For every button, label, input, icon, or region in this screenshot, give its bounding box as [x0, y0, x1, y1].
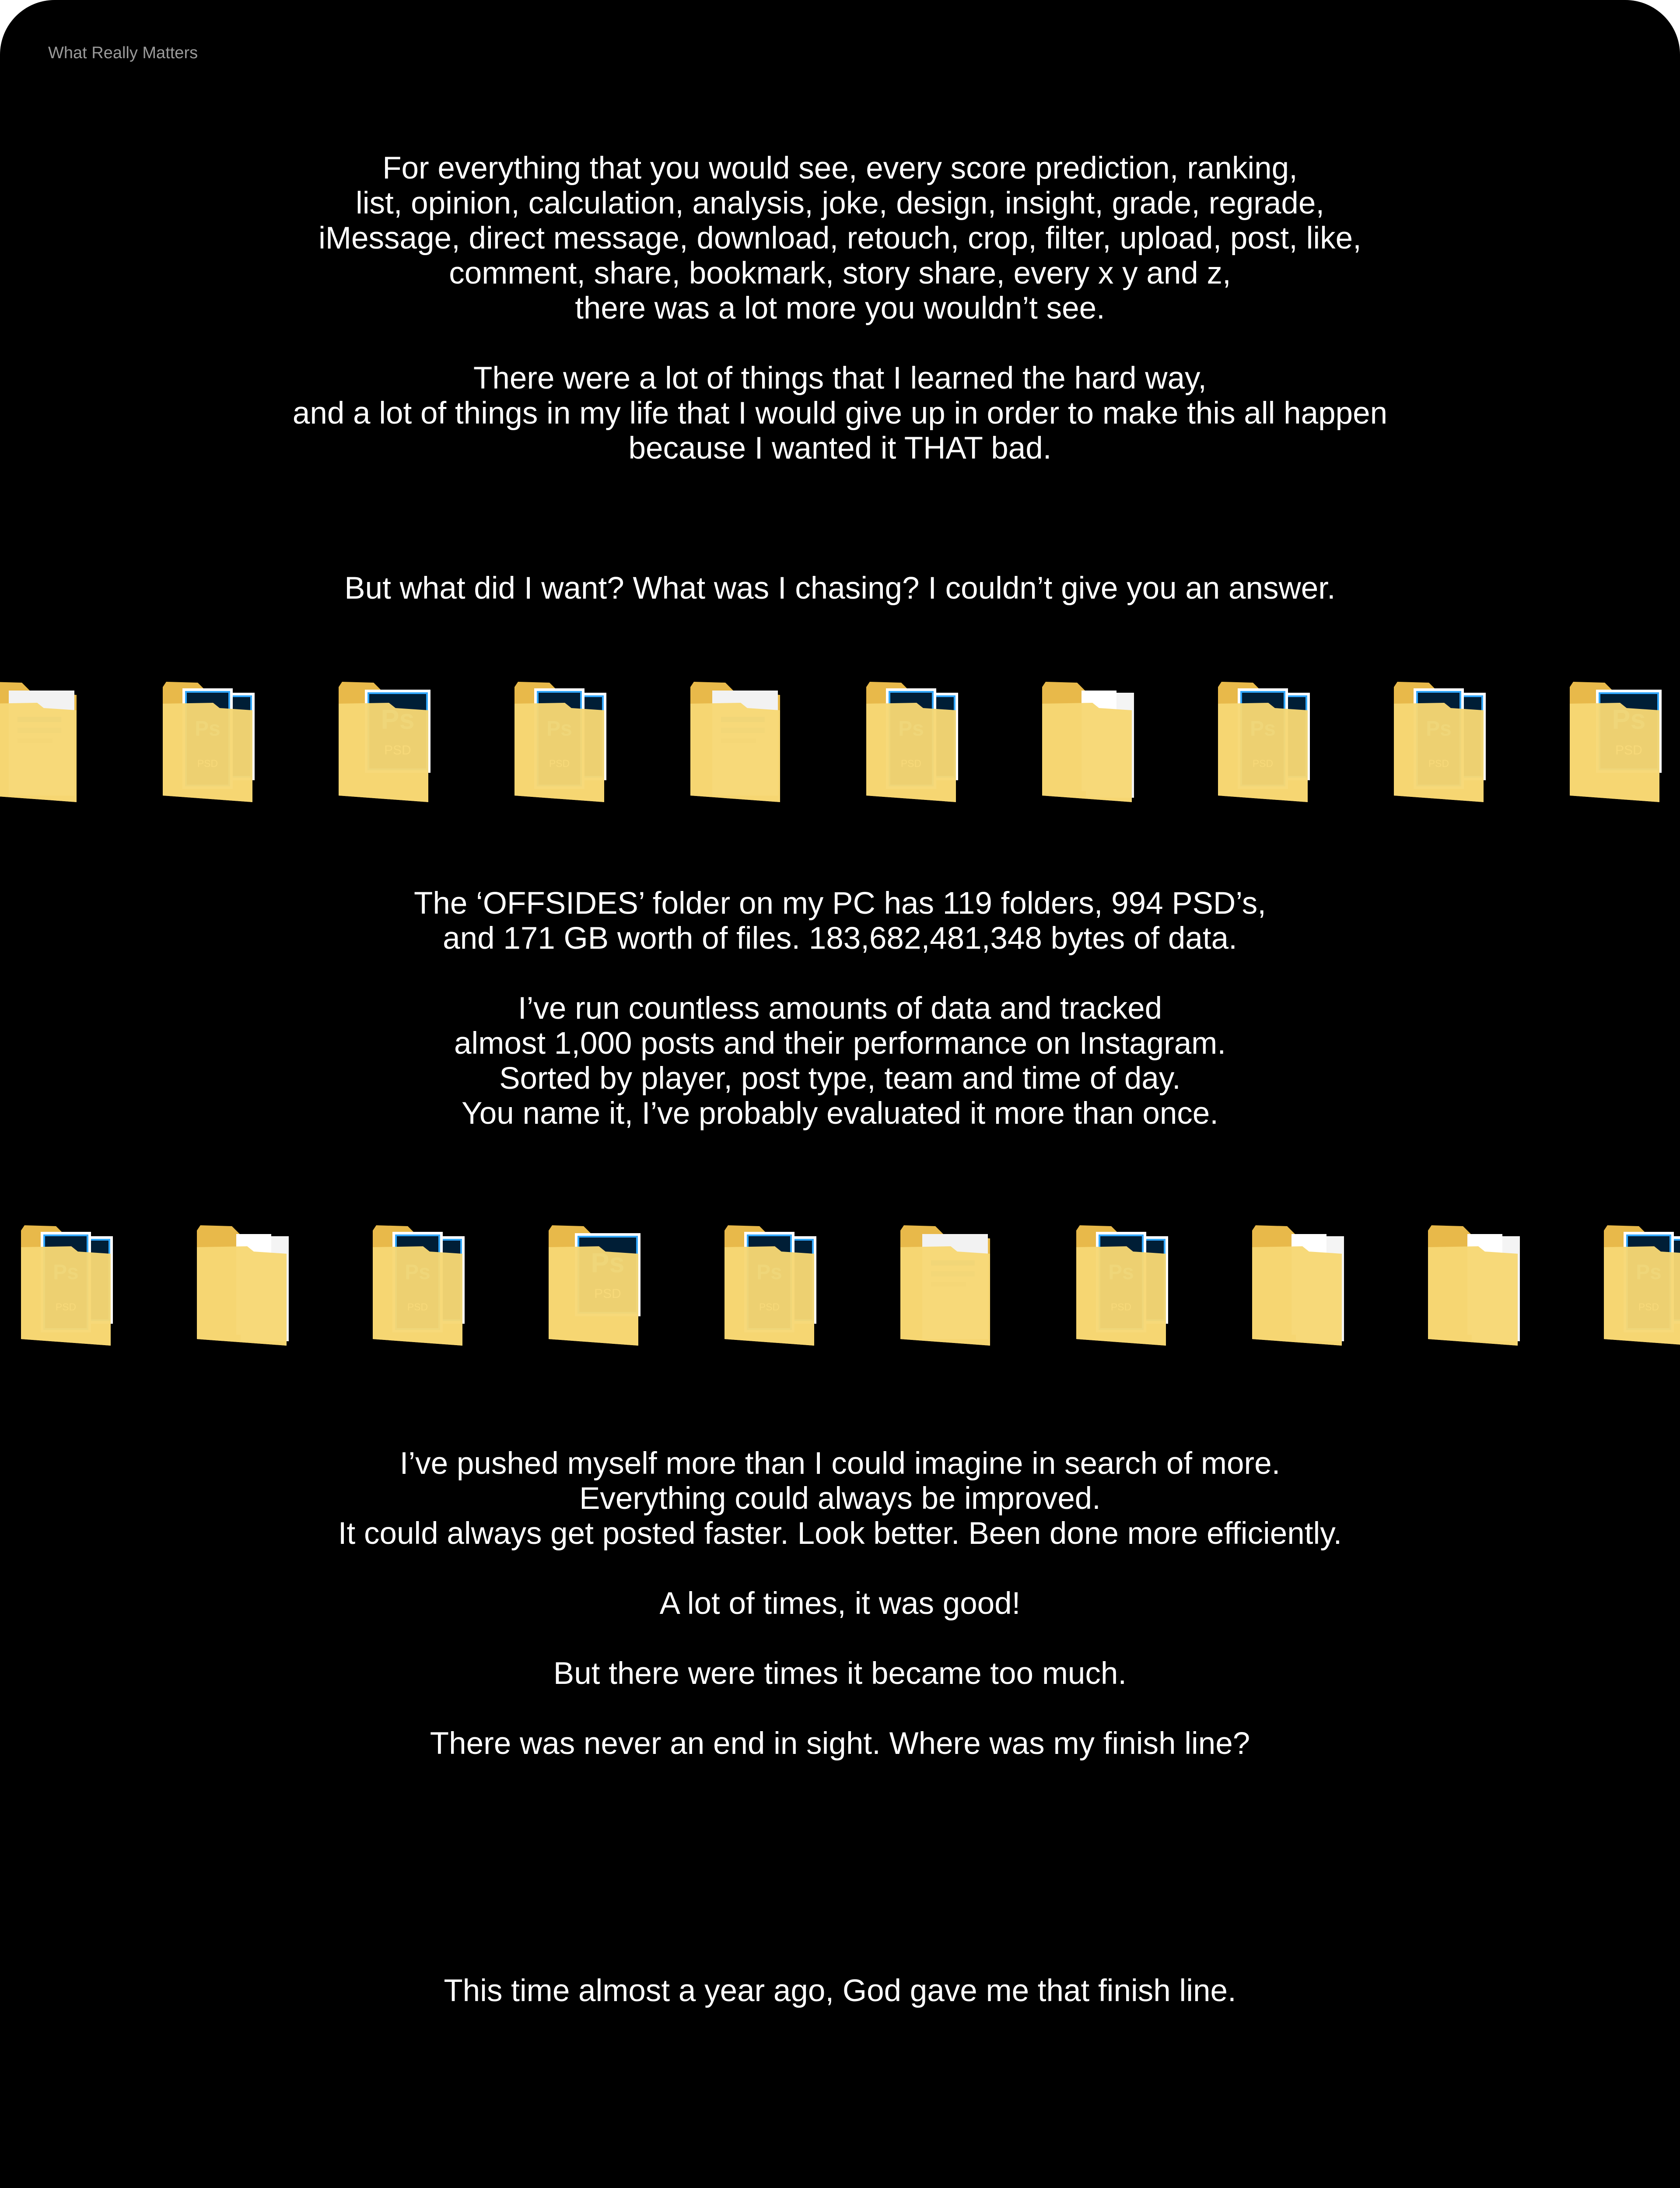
folder-psd-icon — [1565, 677, 1664, 804]
folder-blank-icon — [1424, 1221, 1522, 1348]
folder-document-icon — [686, 677, 784, 804]
folder-blank-icon — [192, 1221, 291, 1348]
text-line: But there were times it became too much. — [553, 1656, 1127, 1691]
folder-psd-stack-icon — [510, 677, 609, 804]
text-line: Sorted by player, post type, team and time of day. — [499, 1061, 1181, 1096]
folder-document-icon — [0, 677, 81, 804]
text-line: and a lot of things in my life that I would give up in order to make this all happen — [292, 396, 1388, 431]
folder-blank-icon — [192, 1221, 291, 1348]
text-line: But what did I want? What was I chasing? I couldn’t give you an answer. — [344, 571, 1336, 606]
text-line: there was a lot more you wouldn’t see. — [575, 291, 1105, 326]
folder-psd-stack-icon — [1600, 1221, 1680, 1348]
folder-psd-stack-icon — [510, 677, 609, 804]
folder-blank-icon — [1248, 1221, 1346, 1348]
folder-document-icon — [896, 1221, 994, 1348]
folder-blank-icon — [1038, 677, 1136, 804]
stats-paragraph — [0, 886, 1680, 1131]
folder-document-icon — [896, 1221, 994, 1348]
folder-psd-stack-icon — [17, 1221, 115, 1348]
folder-psd-icon — [1565, 677, 1664, 804]
folder-psd-stack-icon — [1390, 677, 1488, 804]
folder-icon-row — [0, 677, 1680, 809]
folder-psd-stack-icon — [1390, 677, 1488, 804]
text-line: A lot of times, it was good! — [659, 1586, 1021, 1621]
folder-psd-stack-icon — [368, 1221, 467, 1348]
text-line: almost 1,000 posts and their performance on Instagram. — [454, 1026, 1226, 1061]
page-title: What Really Matters — [48, 44, 198, 62]
folder-psd-stack-icon — [368, 1221, 467, 1348]
folder-psd-stack-icon — [17, 1221, 115, 1348]
text-line: because I wanted it THAT bad. — [628, 431, 1052, 466]
text-line: This time almost a year ago, God gave me that finish line. — [444, 1974, 1236, 2008]
folder-psd-icon — [334, 677, 433, 804]
intro-paragraph — [0, 151, 1680, 466]
folder-psd-stack-icon — [862, 677, 960, 804]
folder-psd-stack-icon — [862, 677, 960, 804]
text-line: There were a lot of things that I learned the hard way, — [473, 361, 1207, 396]
folder-psd-stack-icon — [1214, 677, 1312, 804]
folder-psd-stack-icon — [1072, 1221, 1170, 1348]
folder-psd-stack-icon — [158, 677, 257, 804]
text-line: You name it, I’ve probably evaluated it more than once. — [461, 1096, 1219, 1131]
folder-icon-row — [0, 1221, 1680, 1352]
folder-psd-icon — [334, 677, 433, 804]
folder-blank-icon — [1038, 677, 1136, 804]
text-line: I’ve run countless amounts of data and tracked — [518, 991, 1162, 1026]
text-line: I’ve pushed myself more than I could imagine in search of more. — [399, 1446, 1281, 1481]
closing-line — [0, 1974, 1680, 2009]
text-line: iMessage, direct message, download, retouch, crop, filter, upload, post, like, — [318, 221, 1362, 256]
folder-psd-stack-icon — [1600, 1221, 1680, 1348]
folder-psd-icon — [544, 1221, 643, 1348]
folder-psd-stack-icon — [1214, 677, 1312, 804]
folder-document-icon — [686, 677, 784, 804]
folder-blank-icon — [1248, 1221, 1346, 1348]
text-line: and 171 GB worth of files. 183,682,481,348 bytes of data. — [443, 921, 1237, 956]
folder-psd-stack-icon — [158, 677, 257, 804]
folder-psd-stack-icon — [720, 1221, 819, 1348]
text-line: There was never an end in sight. Where was my finish line? — [430, 1726, 1250, 1761]
folder-psd-stack-icon — [1072, 1221, 1170, 1348]
text-line: It could always get posted faster. Look better. Been done more efficiently. — [338, 1516, 1342, 1551]
question-paragraph — [0, 571, 1680, 606]
folder-blank-icon — [1424, 1221, 1522, 1348]
text-line: Everything could always be improved. — [579, 1481, 1101, 1516]
text-line: For everything that you would see, every score prediction, ranking, — [382, 151, 1298, 186]
folder-psd-icon — [544, 1221, 643, 1348]
folder-psd-stack-icon — [720, 1221, 819, 1348]
text-line: The ‘OFFSIDES’ folder on my PC has 119 folders, 994 PSD’s, — [413, 886, 1267, 921]
folder-document-icon — [0, 677, 81, 804]
reflection-paragraph — [0, 1446, 1680, 1761]
text-line: list, opinion, calculation, analysis, joke, design, insight, grade, regrade, — [355, 186, 1325, 221]
text-line: comment, share, bookmark, story share, every x y and z, — [449, 256, 1231, 291]
